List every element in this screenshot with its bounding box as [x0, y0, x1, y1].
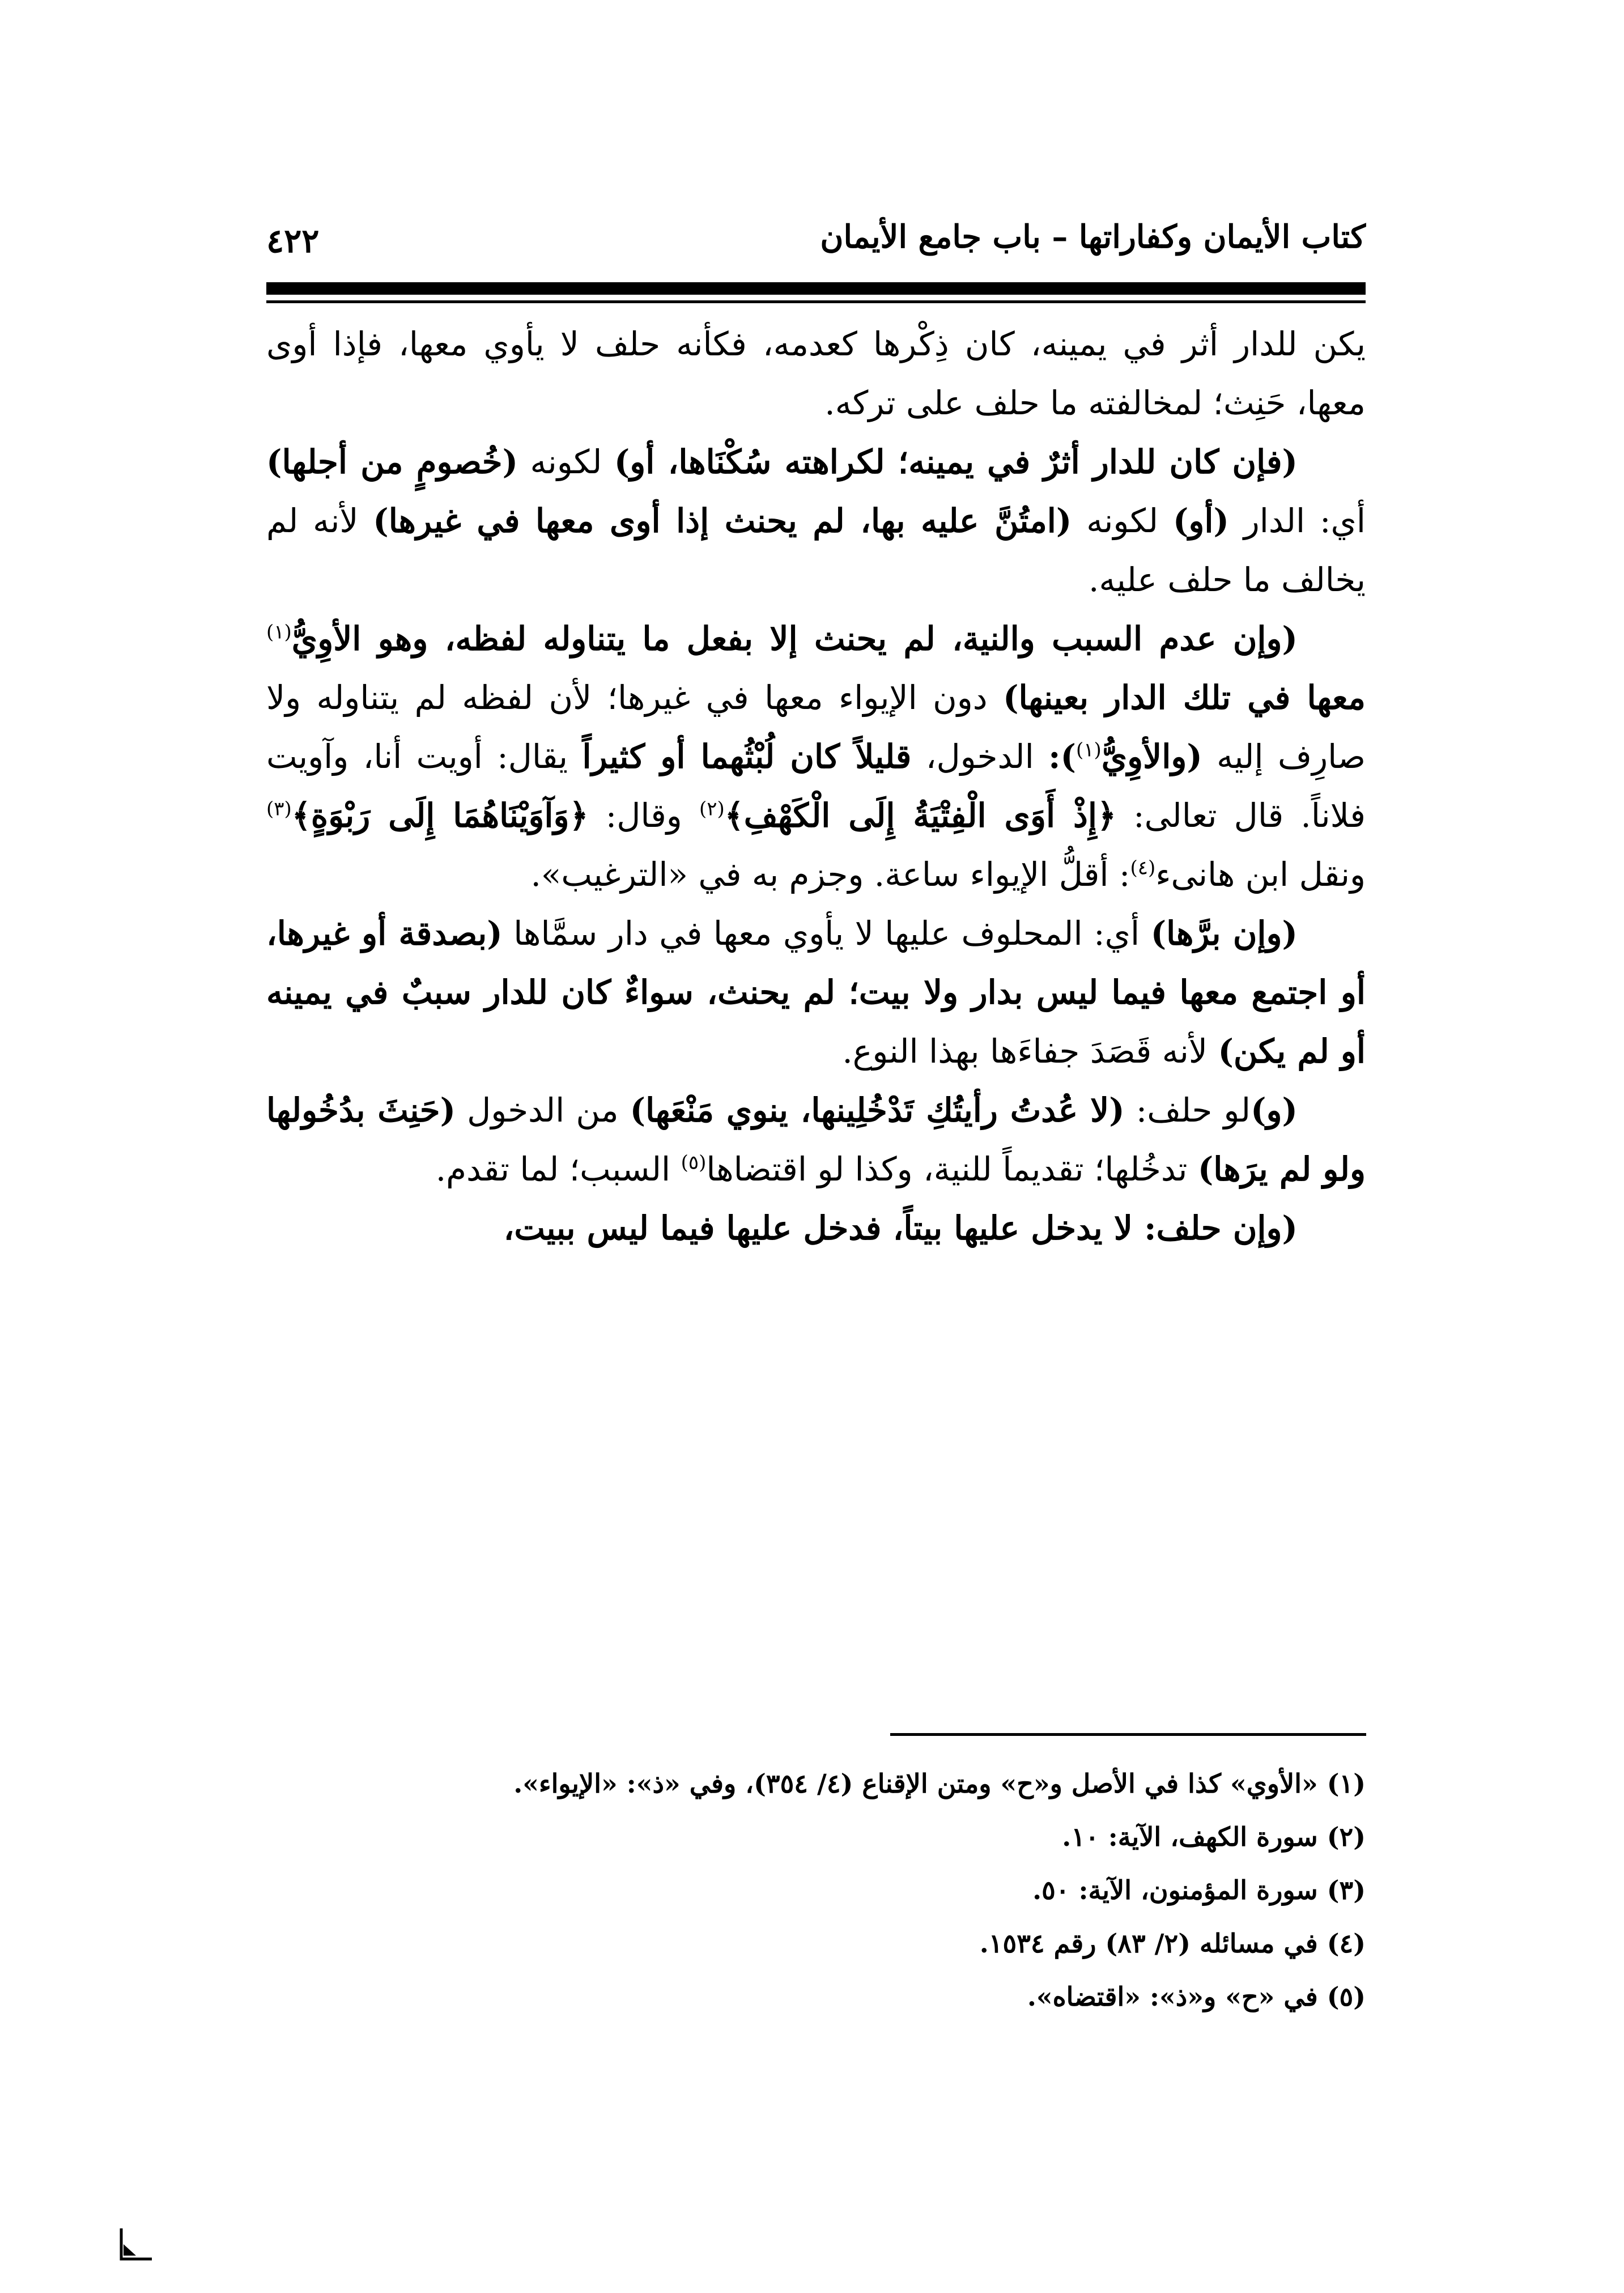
main-text [266, 315, 1366, 1675]
bold-text-run: قليلاً كان لُبْثُهما أو كثيراً [582, 737, 912, 776]
footnote-2: (٢) سورة الكهف، الآية: ١٠. [1062, 1821, 1366, 1852]
paragraph [266, 1199, 1366, 1258]
footnote-ref: (٤) [1130, 856, 1156, 880]
text-run: تدخُلها؛ تقديماً للنية، وكذا لو اقتضاها [706, 1150, 1198, 1188]
bold-text-run: (امتُنَّ عليه بها، لم يحنث إذا أوى معها في غيرها) [373, 502, 1072, 540]
bold-text-run: (وإن حلف: لا يدخل عليها بيتاً، فدخل عليها فيما ليس ببيت، [503, 1209, 1298, 1247]
paragraph [266, 432, 1366, 609]
text-run: لأنه لم يخالف ما حلف عليه. [266, 502, 1366, 599]
footnote-separator [890, 1733, 1366, 1736]
text-run: دون الإيواء معها في غيرها؛ لأن لفظه لم يتناوله ولا صارِف إليه [266, 678, 1366, 776]
header-rule-thick [266, 282, 1366, 295]
text-run: أي: الدار [1228, 502, 1366, 540]
page-number: ٤٢٢ [266, 222, 320, 260]
bold-text-run: معها في تلك الدار بعينها) [1003, 678, 1366, 717]
bold-text-run: (أو) [1172, 502, 1229, 540]
chapter-title: كتاب الأيمان وكفاراتها – باب جامع الأيمان [820, 218, 1366, 256]
bold-text-run: (بصدقة أو غيرها، أو اجتمع معها فيما ليس بدار ولا بيت؛ لم يحنث، سواءٌ كان للدار سببٌ في يمينه أو لم يكن) [266, 914, 1366, 1071]
header-rule-thin [266, 300, 1366, 303]
text-run: يقال: أويت أنا، وآويت فلاناً. قال تعالى: [266, 737, 1366, 835]
footnote-5: (٥) في «ح» و«ذ»: «اقتضاه». [1027, 1981, 1366, 2012]
bold-text-run: (و) [1251, 1091, 1298, 1129]
running-header [266, 218, 1366, 281]
paragraph [266, 904, 1366, 1081]
paragraph [266, 1081, 1366, 1199]
text-run: لأنه قَصَدَ جفاءَها بهذا النوع. [842, 1032, 1218, 1071]
footnote-ref: (٢) [699, 797, 725, 821]
footnote-ref: (١) [1075, 738, 1102, 762]
text-run: لو حلف: [1124, 1091, 1251, 1129]
text-run: السبب؛ لما تقدم. [435, 1150, 681, 1188]
bold-text-run: (وإن عدم السبب والنية، لم يحنث إلا بفعل ما يتناوله لفظه، وهو الأوِيُّ [291, 619, 1298, 658]
text-run: يكن للدار أثر في يمينه، كان ذِكْرها كعدمه، فكأنه حلف لا يأوي معها، فإذا أوى معها، حَنِث؛ لمخالفته ما حلف على تركه. [266, 325, 1366, 422]
footnote-ref: (٣) [266, 797, 292, 821]
corner-crop-mark [119, 2227, 153, 2261]
text-run: الدخول، [911, 737, 1049, 776]
text-run: من الدخول [456, 1091, 630, 1129]
text-run: أي: المحلوف عليها لا يأوي معها في دار سمَّاها [502, 914, 1151, 953]
footnote-ref: (٥) [681, 1151, 707, 1174]
bold-text-run: (والأوِيُّ [1101, 737, 1202, 776]
text-run: لكونه [518, 443, 614, 481]
bold-text-run: (حَنِثَ بدُخُولها ولو لم يرَها) [266, 1091, 1366, 1188]
bold-text-run: ﴿إِذْ أَوَى الْفِتْيَةُ إِلَى الْكَهْفِ﴾ [724, 796, 1116, 835]
text-run: وقال: [588, 796, 699, 835]
bold-text-run: ﴿وَآوَيْنَاهُمَا إِلَى رَبْوَةٍ﴾ [291, 796, 589, 835]
bold-text-run: (فإن كان للدار أثرٌ في يمينه؛ لكراهته سُكْنَاها، أو) [614, 443, 1298, 481]
bold-text-run: (خُصومٍ من أجلها) [266, 443, 518, 481]
footnotes [266, 1757, 1366, 2074]
footnote-4: (٤) في مسائله (٢/ ٨٣) رقم ١٥٣٤. [979, 1928, 1366, 1959]
text-run: : أقلُّ الإيواء ساعة. وجزم به في «الترغيب». [530, 855, 1130, 894]
text-run: ونقل ابن هانىء [1155, 855, 1366, 894]
bold-text-run: ): [1048, 737, 1076, 776]
bold-text-run: (وإن برَّها) [1150, 914, 1298, 953]
footnote-3: (٣) سورة المؤمنون، الآية: ٥٠. [1032, 1875, 1366, 1905]
bold-text-run: (لا عُدتُ رأيتُكِ تَدْخُلِينها، ينوي مَنْعَها) [630, 1091, 1125, 1129]
paragraph [266, 315, 1366, 432]
footnote-1: (١) «الأوي» كذا في الأصل و«ح» ومتن الإقناع (٤/ ٣٥٤)، وفي «ذ»: «الإيواء». [513, 1768, 1366, 1799]
footnote-ref: (١) [266, 621, 292, 644]
text-run: لكونه [1072, 502, 1173, 540]
paragraph [266, 609, 1366, 904]
